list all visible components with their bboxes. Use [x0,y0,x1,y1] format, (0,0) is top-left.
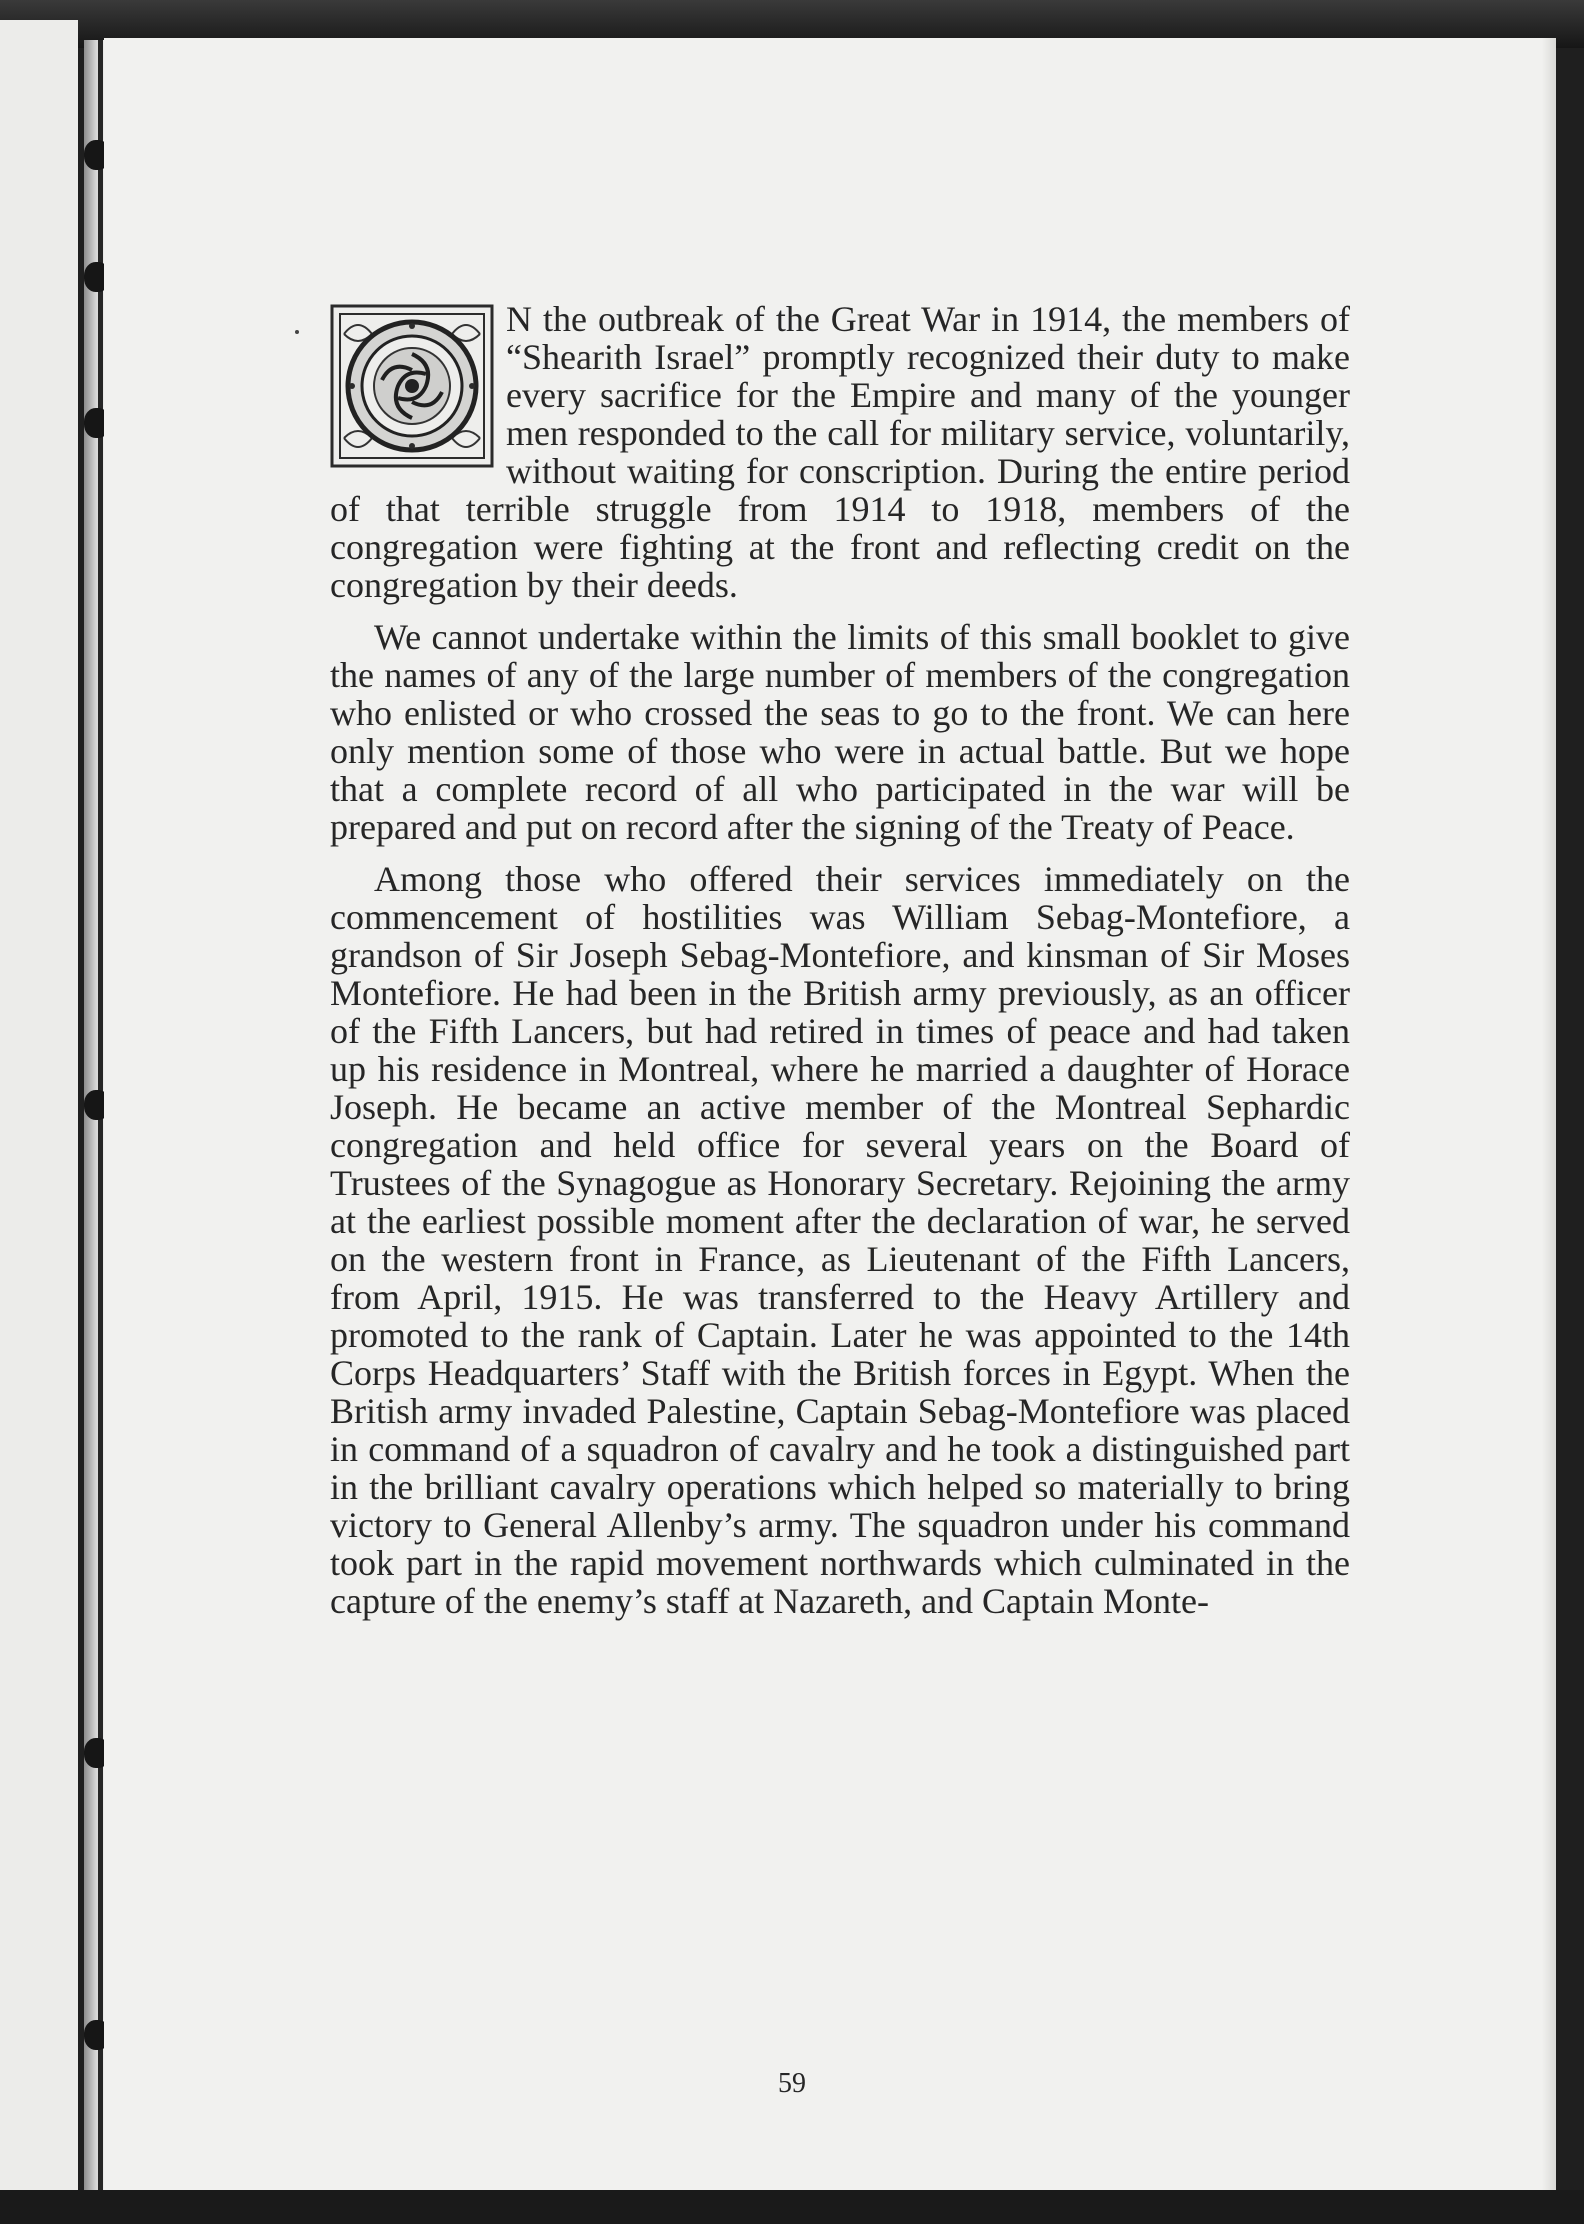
paragraph-outbreak: N the outbreak of the Great War in 1914, the members of “Shearith Israel” promptly recognized their duty to make every sacrifice for the Empire and many of the younger men responded to the call for military service, voluntarily, without waiting for conscription. During the entire period of that terrible struggle from 1914 to 1918, members of the congregation were fighting at the front and reflecting credit on the congregation by their deeds. [330,299,1350,605]
facing-page-edge [0,20,78,2190]
paragraph-booklet: We cannot undertake within the limits of this small booklet to give the names of any of the large number of members of the congregation who enlisted or who crossed the seas to go to the front. We can here only mention some of those who were in actual battle. But we hope that a complete record of all who participated in the war will be prepared and put on record after the signing of the Treaty of Peace. [330,617,1350,847]
ink-speck [295,330,299,334]
paragraph-sebag-montefiore: Among those who offered their services immediately on the commencement of hostilities was William Sebag-Montefiore, a grandson of Sir Joseph Sebag-Montefiore, and kinsman of Sir Moses Montefiore. He had been in the British army previously, as an officer of the Fifth Lancers, but had retired in times of peace and had taken up his residence in Montreal, where he married a daughter of Horace Joseph. He became an active member of the Montreal Sephardic congregation and held office for several years on the Board of Trustees of the Synagogue as Honorary Secretary. Rejoining the army at the earliest possible moment after the declaration of war, he served on the western front in France, as Lieutenant of the Fifth Lancers, from April, 1915. He was transferred to the Heavy Artillery and promoted to the rank of Captain. Later he was appointed to the 14th Corps Headquarters’ Staff with the British forces in Egypt. When the British army invaded Palestine, Captain Sebag-Montefiore was placed in command of a squadron of cavalry and he took a distinguished part in the brilliant cavalry operations which helped so materially to bring victory to General Allenby’s army. The squadron under his command took part in the rapid movement northwards which culminated in the capture of the enemy’s staff at Nazareth, and Captain Monte- [330,859,1350,1621]
ornamental-drop-cap [330,304,494,468]
body-text [330,300,1350,1634]
scan-bottom-edge [0,2190,1584,2224]
page-number: 59 [778,2068,806,2099]
